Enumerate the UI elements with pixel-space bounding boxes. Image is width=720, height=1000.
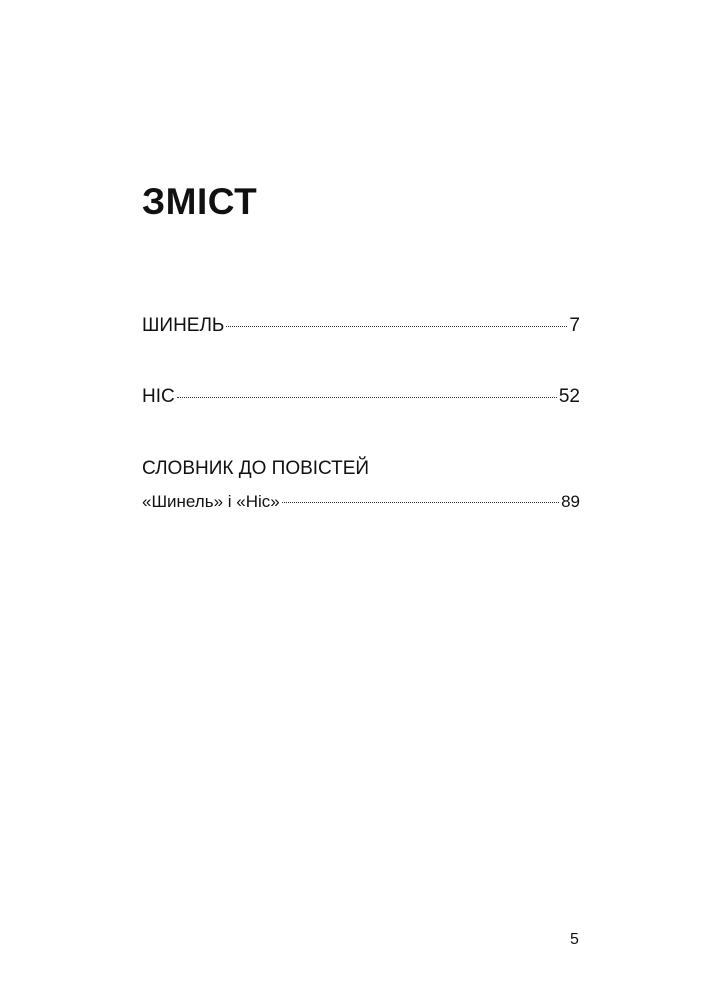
- toc-entry-nis[interactable]: [142, 387, 580, 406]
- toc-entry-page: 89: [561, 492, 580, 511]
- toc-entry-page: 52: [558, 386, 580, 407]
- dot-leader: [282, 502, 559, 503]
- toc-entry-label: «Шинель» і «Ніс»: [142, 492, 280, 511]
- toc-entry-label: НІС: [142, 386, 175, 407]
- toc-entry-page: 7: [569, 315, 580, 336]
- toc-entry-slovnyk[interactable]: [142, 493, 580, 510]
- dot-leader: [177, 397, 557, 398]
- page-number: 5: [570, 931, 579, 948]
- toc-entry-heading: СЛОВНИК ДО ПОВІСТЕЙ: [142, 458, 370, 479]
- dot-leader: [226, 326, 567, 327]
- toc-title: ЗМІСТ: [142, 181, 258, 222]
- toc-entry-shynel[interactable]: [142, 316, 580, 335]
- toc-entry-label: ШИНЕЛЬ: [142, 315, 225, 336]
